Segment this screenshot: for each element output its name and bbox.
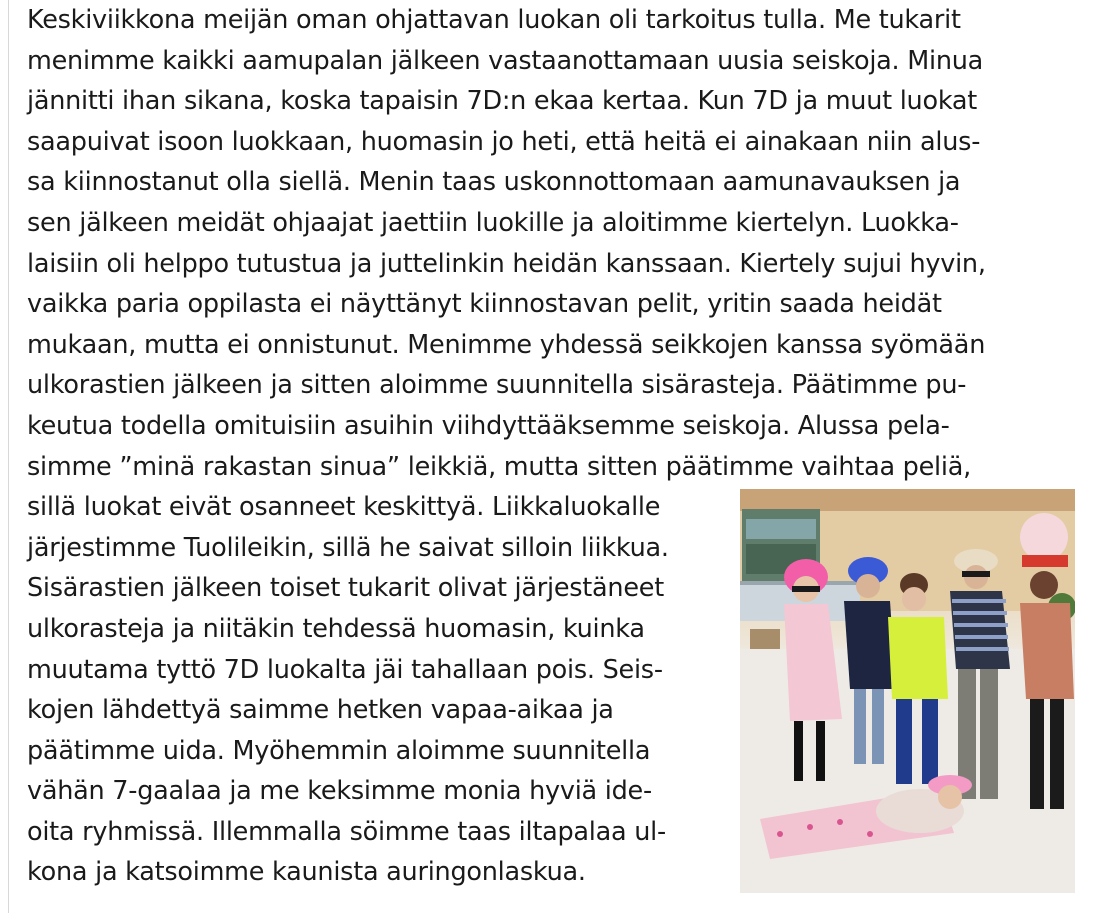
article-line: sillä luokat eivät osanneet keskittyä. Liikkaluokalle (27, 492, 661, 523)
article-line: järjestimme Tuolileikin, sillä he saivat silloin liikkua. (27, 532, 669, 563)
group-photo (740, 489, 1075, 893)
article-line: keutua todella omituisiin asuihin viihdyttääksemme seiskoja. Alussa pela- (27, 410, 950, 441)
article-line: kojen lähdettyä saimme hetken vapaa-aikaa ja (27, 695, 614, 726)
ceiling (740, 489, 1075, 511)
article-line: laisiin oli helppo tutustua ja juttelinkin heidän kanssaan. Kiertely sujui hyvin, (27, 248, 986, 279)
article-line: sen jälkeen meidät ohjaajat jaettiin luokille ja aloitimme kiertelyn. Luokka- (27, 207, 959, 238)
article-line: Keskiviikkona meijän oman ohjattavan luokan oli tarkoitus tulla. Me tukarit (27, 5, 961, 35)
article-line: Sisärastien jälkeen toiset tukarit olivat järjestäneet (27, 573, 664, 604)
article-line: menimme kaikki aamupalan jälkeen vastaanottamaan uusia seiskoja. Minua (27, 45, 984, 76)
article-line: ulkorastien jälkeen ja sitten aloimme suunnitella sisärasteja. Päätimme pu- (27, 370, 967, 401)
article-line: sa kiinnostanut olla siellä. Menin taas uskonnottomaan aamunavauksen ja (27, 167, 961, 198)
article-line: päätimme uida. Myöhemmin aloimme suunnitella (27, 735, 651, 766)
article-line: kona ja katsoimme kaunista auringonlaskua. (27, 857, 586, 888)
article-line: vaikka paria oppilasta ei näyttänyt kiinnostavan pelit, yritin saada heidät (27, 289, 942, 320)
article-line: muutama tyttö 7D luokalta jäi tahallaan pois. Seis- (27, 654, 663, 685)
article-line: mukaan, mutta ei onnistunut. Menimme yhdessä seikkojen kanssa syömään (27, 329, 986, 360)
group-photo-illustration (740, 489, 1075, 893)
article-line: jännitti ihan sikana, koska tapaisin 7D:n ekaa kertaa. Kun 7D ja muut luokat (27, 86, 978, 117)
article-line: simme ”minä rakastan sinua” leikkiä, mutta sitten päätimme vaihtaa peliä, (27, 451, 971, 482)
article-line: oita ryhmissä. Illemmalla söimme taas iltapalaa ul- (27, 816, 666, 847)
article-line: vähän 7-gaalaa ja me keksimme monia hyviä ide- (27, 776, 652, 807)
article-line: saapuivat isoon luokkaan, huomasin jo heti, että heitä ei ainakaan niin alus- (27, 126, 981, 157)
article-line: ulkorasteja ja niitäkin tehdessä huomasin, kuinka (27, 613, 645, 644)
page-left-border (8, 0, 9, 913)
